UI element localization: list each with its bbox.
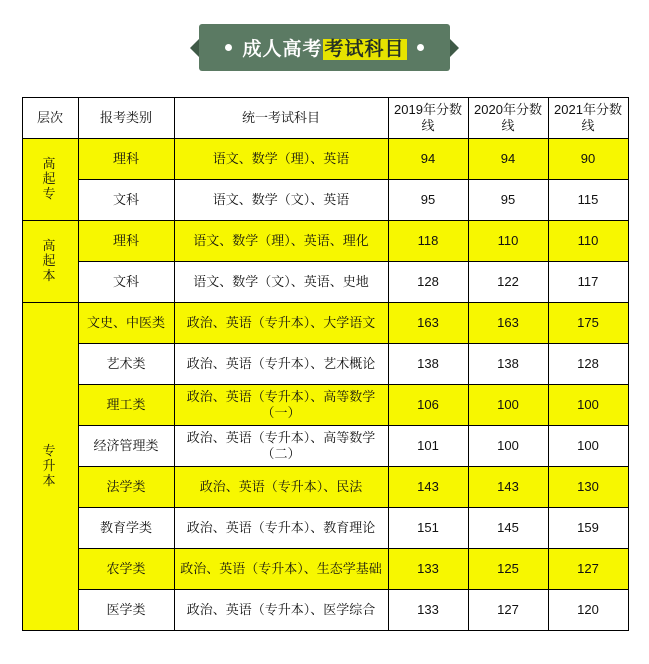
score-2021: 127 bbox=[548, 549, 628, 590]
subject-cell: 政治、英语（专升本）、教育理论 bbox=[174, 508, 388, 549]
score-2019: 118 bbox=[388, 221, 468, 262]
subject-cell: 政治、英语（专升本）、大学语文 bbox=[174, 303, 388, 344]
page-title-plain: 成人高考 bbox=[242, 39, 323, 60]
header-category: 报考类别 bbox=[78, 98, 174, 139]
header-year-2019: 2019年分数线 bbox=[388, 98, 468, 139]
score-2019: 128 bbox=[388, 262, 468, 303]
table-row bbox=[22, 508, 628, 549]
level-char: 高 bbox=[42, 238, 58, 254]
subject-cell: 语文、数学（理）、英语 bbox=[174, 139, 388, 180]
score-2019: 95 bbox=[388, 180, 468, 221]
category-cell: 教育学类 bbox=[78, 508, 174, 549]
score-2020: 100 bbox=[468, 385, 548, 426]
score-2021: 100 bbox=[548, 426, 628, 467]
category-cell: 农学类 bbox=[78, 549, 174, 590]
score-2020: 143 bbox=[468, 467, 548, 508]
score-2021: 90 bbox=[548, 139, 628, 180]
score-2019: 163 bbox=[388, 303, 468, 344]
category-cell: 经济管理类 bbox=[78, 426, 174, 467]
score-2019: 101 bbox=[388, 426, 468, 467]
score-2021: 117 bbox=[548, 262, 628, 303]
category-cell: 文史、中医类 bbox=[78, 303, 174, 344]
title-banner bbox=[199, 24, 449, 71]
admission-score-table bbox=[22, 97, 629, 631]
level-char: 本 bbox=[42, 267, 58, 283]
page-title-highlight: 考试科目 bbox=[324, 39, 405, 60]
category-cell: 文科 bbox=[78, 180, 174, 221]
score-2021: 130 bbox=[548, 467, 628, 508]
category-cell: 医学类 bbox=[78, 590, 174, 631]
level-char: 升 bbox=[42, 458, 58, 474]
category-cell: 理科 bbox=[78, 139, 174, 180]
table-body bbox=[22, 139, 628, 631]
level-char: 专 bbox=[42, 443, 58, 459]
level-cell-zhuanshengben bbox=[22, 303, 78, 631]
score-2019: 138 bbox=[388, 344, 468, 385]
table-header bbox=[22, 98, 628, 139]
header-level: 层次 bbox=[22, 98, 78, 139]
level-char: 起 bbox=[42, 171, 58, 187]
level-char: 起 bbox=[42, 253, 58, 269]
category-cell: 理科 bbox=[78, 221, 174, 262]
page-title bbox=[242, 34, 406, 61]
subject-cell: 语文、数学（理）、英语、理化 bbox=[174, 221, 388, 262]
score-2021: 110 bbox=[548, 221, 628, 262]
subject-cell: 政治、英语（专升本）、医学综合 bbox=[174, 590, 388, 631]
score-2021: 100 bbox=[548, 385, 628, 426]
score-2020: 127 bbox=[468, 590, 548, 631]
header-year-2020: 2020年分数线 bbox=[468, 98, 548, 139]
table-row bbox=[22, 221, 628, 262]
score-2021: 120 bbox=[548, 590, 628, 631]
score-2019: 94 bbox=[388, 139, 468, 180]
level-char: 本 bbox=[42, 472, 58, 488]
score-2020: 122 bbox=[468, 262, 548, 303]
score-2021: 128 bbox=[548, 344, 628, 385]
table-row bbox=[22, 426, 628, 467]
table-row bbox=[22, 344, 628, 385]
score-2020: 95 bbox=[468, 180, 548, 221]
category-cell: 法学类 bbox=[78, 467, 174, 508]
score-2021: 115 bbox=[548, 180, 628, 221]
table-row bbox=[22, 180, 628, 221]
subject-cell: 语文、数学（文）、英语 bbox=[174, 180, 388, 221]
category-cell: 艺术类 bbox=[78, 344, 174, 385]
subject-cell: 语文、数学（文）、英语、史地 bbox=[174, 262, 388, 303]
category-cell: 文科 bbox=[78, 262, 174, 303]
score-2019: 151 bbox=[388, 508, 468, 549]
level-cell-gaoqizhuan bbox=[22, 139, 78, 221]
score-2019: 133 bbox=[388, 549, 468, 590]
table-row bbox=[22, 549, 628, 590]
table-row bbox=[22, 139, 628, 180]
table-row bbox=[22, 385, 628, 426]
score-2019: 106 bbox=[388, 385, 468, 426]
score-2020: 138 bbox=[468, 344, 548, 385]
table-row bbox=[22, 303, 628, 344]
category-cell: 理工类 bbox=[78, 385, 174, 426]
score-2019: 143 bbox=[388, 467, 468, 508]
score-table-container bbox=[22, 97, 628, 631]
score-2020: 125 bbox=[468, 549, 548, 590]
subject-cell: 政治、英语（专升本）、高等数学（一） bbox=[174, 385, 388, 426]
score-2020: 94 bbox=[468, 139, 548, 180]
subject-cell: 政治、英语（专升本）、民法 bbox=[174, 467, 388, 508]
score-2019: 133 bbox=[388, 590, 468, 631]
score-2021: 159 bbox=[548, 508, 628, 549]
subject-cell: 政治、英语（专升本）、高等数学（二） bbox=[174, 426, 388, 467]
level-cell-gaoqiben bbox=[22, 221, 78, 303]
subject-cell: 政治、英语（专升本）、艺术概论 bbox=[174, 344, 388, 385]
level-char: 专 bbox=[42, 185, 58, 201]
header-year-2021: 2021年分数线 bbox=[548, 98, 628, 139]
score-2020: 100 bbox=[468, 426, 548, 467]
score-2020: 163 bbox=[468, 303, 548, 344]
bullet-dot-left-icon bbox=[225, 44, 232, 51]
table-row bbox=[22, 590, 628, 631]
table-row bbox=[22, 467, 628, 508]
table-header-row bbox=[22, 98, 628, 139]
title-banner-container bbox=[0, 0, 649, 71]
subject-cell: 政治、英语（专升本）、生态学基础 bbox=[174, 549, 388, 590]
level-char: 高 bbox=[42, 156, 58, 172]
bullet-dot-right-icon bbox=[417, 44, 424, 51]
table-row bbox=[22, 262, 628, 303]
header-subject: 统一考试科目 bbox=[174, 98, 388, 139]
score-2021: 175 bbox=[548, 303, 628, 344]
score-2020: 145 bbox=[468, 508, 548, 549]
score-2020: 110 bbox=[468, 221, 548, 262]
